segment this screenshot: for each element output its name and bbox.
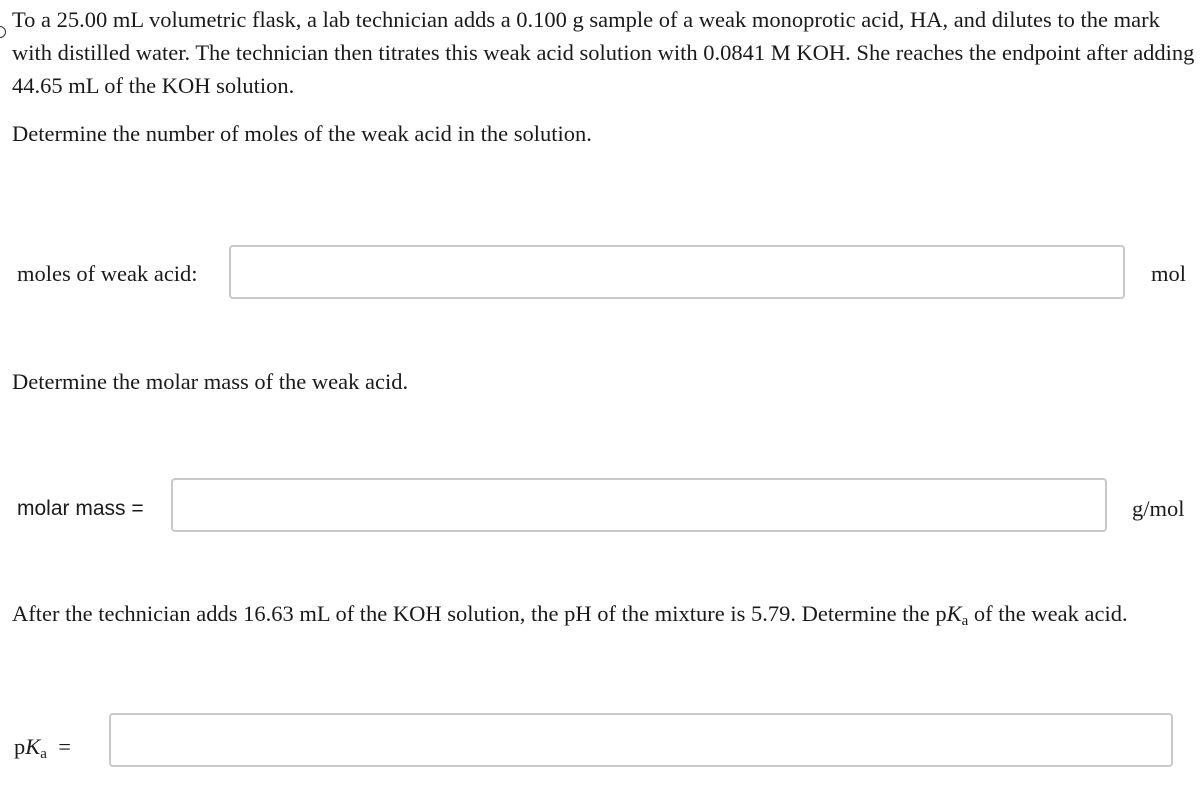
pka-label-k: K <box>25 734 41 759</box>
pka-label-p: p <box>14 734 26 759</box>
question-3-prompt <box>12 597 1128 638</box>
pka-label-eq: = <box>58 734 71 759</box>
molar-mass-unit: g/mol <box>1132 496 1185 521</box>
question-3-prompt-end: of the weak acid. <box>968 601 1128 626</box>
molar-mass-label: molar mass = <box>17 497 144 520</box>
question-2-prompt: Determine the molar mass of the weak acid. <box>12 369 409 394</box>
molar-mass-input[interactable] <box>171 478 1107 532</box>
question-1-prompt: Determine the number of moles of the weak acid in the solution. <box>12 121 592 146</box>
radio-marker-icon <box>0 26 6 38</box>
moles-unit: mol <box>1151 261 1187 286</box>
question-3-prompt-text: After the technician adds 16.63 mL of the KOH solution, the pH of the mixture is 5.79. Determine the p <box>12 601 947 626</box>
pka-input[interactable] <box>109 713 1173 767</box>
pka-label-sub: a <box>40 746 47 762</box>
question-3-prompt-k: K <box>946 601 962 626</box>
moles-input[interactable] <box>229 245 1125 299</box>
problem-statement: To a 25.00 mL volumetric flask, a lab technician adds a 0.100 g sample of a weak monoprotic acid, HA, and dilutes to the mark with distilled water. The technician then titrates this weak acid solution with 0.0841 M KOH. She reaches the endpoint after adding 44.65 mL of the KOH solution. <box>12 7 1195 98</box>
moles-label: moles of weak acid: <box>17 261 198 286</box>
pka-label <box>14 732 71 769</box>
question-3-prompt-sub: a <box>961 613 969 629</box>
